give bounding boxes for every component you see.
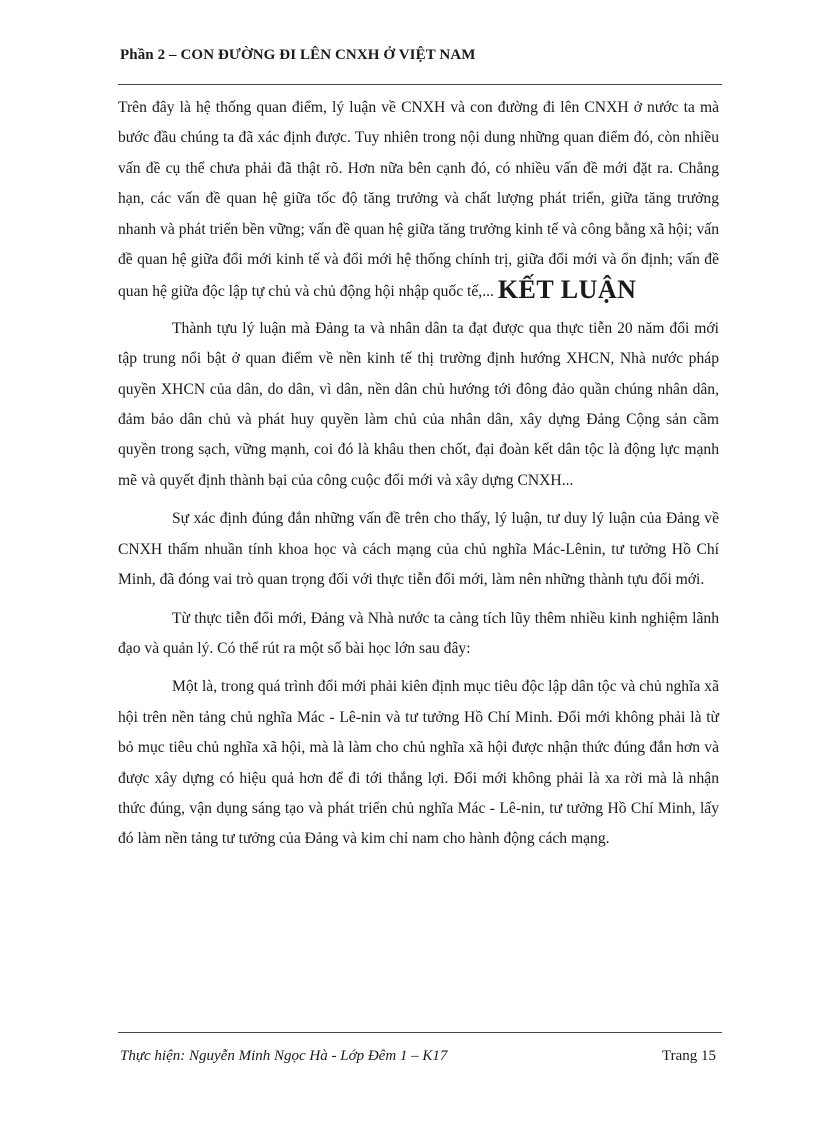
section-heading-ket-luan: KẾT LUẬN — [497, 275, 637, 305]
paragraph-theory: Sự xác định đúng đắn những vấn đề trên cho thấy, lý luận, tư duy lý luận của Đảng về CNXH thấm nhuần tính khoa học và cách mạng của chủ nghĩa Mác-Lênin, tư tưởng Hồ Chí Minh, đã đóng vai trò quan trọng đối với thực tiễn đổi mới, làm nên những thành tựu đổi mới. — [118, 510, 719, 589]
paragraph-lessons-intro: Từ thực tiễn đổi mới, Đảng và Nhà nước ta càng tích lũy thêm nhiều kinh nghiệm lãnh đạo và quản lý. Có thể rút ra một số bài học lớn sau đây: — [118, 609, 719, 657]
paragraph-intro — [118, 93, 719, 308]
paragraph-lesson-one: Một là, trong quá trình đổi mới phải kiên định mục tiêu độc lập dân tộc và chủ nghĩa xã hội trên nền tảng chủ nghĩa Mác - Lê-nin và tư tưởng Hồ Chí Minh. Đổi mới không phải là từ bỏ mục tiêu chủ nghĩa xã hội, mà là làm cho chủ nghĩa xã hội được nhận thức đúng đắn hơn và được xây dựng có hiệu quả hơn để đi tới thắng lợi. Đổi mới không phải là xa rời mà là nhận thức đúng, vận dụng sáng tạo và phát triển chủ nghĩa Mác - Lê-nin, tư tưởng Hồ Chí Minh, lấy đó làm nền tảng tư tưởng của Đảng và kim chỉ nam cho hành động cách mạng. — [118, 678, 719, 848]
paragraph-intro-text: Trên đây là hệ thống quan điểm, lý luận về CNXH và con đường đi lên CNXH ở nước ta mà bước đầu chúng ta đã xác định được. Tuy nhiên trong nội dung những quan điểm đó, còn nhiều vấn đề cụ thể chưa phải đã thật rõ. Hơn nữa bên cạnh đó, có nhiều vấn đề mới đặt ra. Chẳng hạn, các vấn đề quan hệ giữa tốc độ tăng trưởng và chất lượng phát triển, giữa tăng trưởng nhanh và phát triển bền vững; vấn đề quan hệ giữa tăng trưởng kinh tế và công bằng xã hội; vấn đề quan hệ giữa đổi mới kinh tế và đổi mới hệ thống chính trị, giữa đổi mới và ổn định; vấn đề quan hệ giữa độc lập tự chủ và chủ động hội nhập quốc tế,... — [118, 99, 719, 301]
document-body — [118, 93, 719, 855]
page-header-title: Phần 2 – CON ĐƯỜNG ĐI LÊN CNXH Ở VIỆT NAM — [120, 47, 476, 63]
header-divider — [118, 84, 722, 85]
footer-divider — [118, 1032, 722, 1033]
footer-page-number: Trang 15 — [661, 1048, 716, 1064]
footer-author: Thực hiện: Nguyễn Minh Ngọc Hà - Lớp Đêm 1 – K17 — [120, 1048, 448, 1064]
paragraph-achievements: Thành tựu lý luận mà Đảng ta và nhân dân ta đạt được qua thực tiễn 20 năm đổi mới tập trung nổi bật ở quan điểm về nền kinh tế thị trường định hướng XHCN, Nhà nước pháp quyền XHCN của dân, do dân, vì dân, nền dân chủ hướng tới đông đảo quần chúng nhân dân, đảm bảo dân chủ và phát huy quyền làm chủ của nhân dân, xây dựng Đảng Cộng sản cầm quyền trong sạch, vững mạnh, coi đó là khâu then chốt, đại đoàn kết dân tộc là động lực mạnh mẽ và quyết định thành bại của công cuộc đổi mới và xây dựng CNXH... — [118, 319, 719, 489]
